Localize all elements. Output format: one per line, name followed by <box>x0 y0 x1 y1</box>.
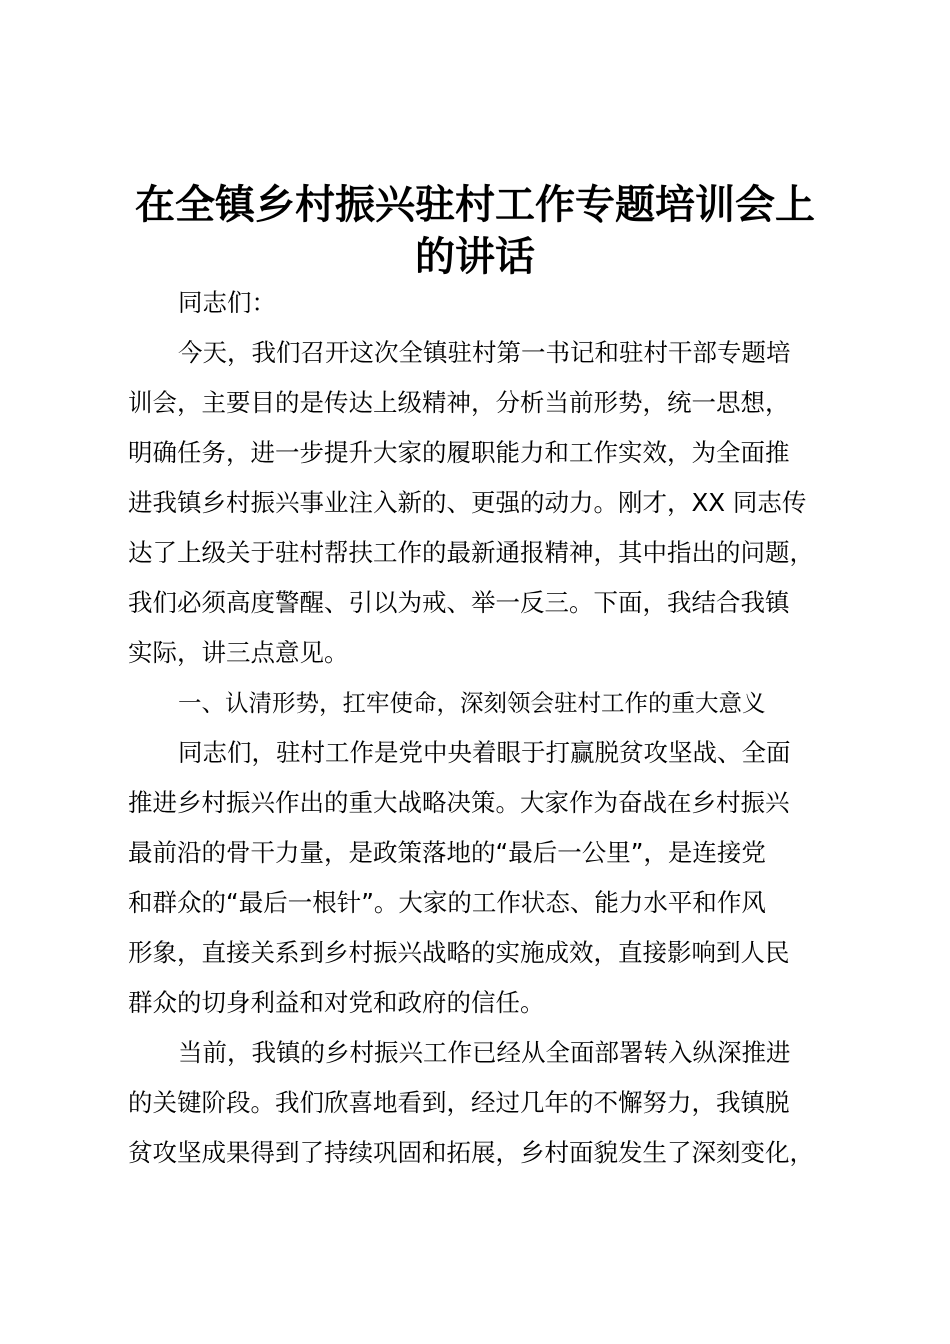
paragraph-line: 群众的切身利益和对党和政府的信任。 <box>128 988 545 1017</box>
paragraph-line: 贫攻坚成果得到了持续巩固和拓展，乡村面貌发生了深刻变化， <box>128 1138 814 1167</box>
paragraph-line: 形象，直接关系到乡村振兴战略的实施成效，直接影响到人民 <box>128 938 790 967</box>
paragraph-line: 达了上级关于驻村帮扶工作的最新通报精神，其中指出的问题， <box>128 538 814 567</box>
paragraph-line: 进我镇乡村振兴事业注入新的、更强的动力。刚才，XX 同志传 <box>128 488 807 517</box>
salutation: 同志们： <box>178 288 276 317</box>
paragraph-line: 最前沿的骨干力量，是政策落地的“最后一公里”，是连接党 <box>128 838 766 867</box>
paragraph-line: 今天，我们召开这次全镇驻村第一书记和驻村干部专题培 <box>178 338 791 367</box>
document-title-line-2: 的讲话 <box>415 233 535 280</box>
paragraph-line: 当前，我镇的乡村振兴工作已经从全面部署转入纵深推进 <box>178 1038 791 1067</box>
paragraph-line: 的关键阶段。我们欣喜地看到，经过几年的不懈努力，我镇脱 <box>128 1088 790 1117</box>
paragraph-line: 训会，主要目的是传达上级精神，分析当前形势，统一思想， <box>128 388 790 417</box>
section-heading: 一、认清形势，扛牢使命，深刻领会驻村工作的重大意义 <box>178 689 766 717</box>
paragraph-line: 实际，讲三点意见。 <box>128 638 349 667</box>
paragraph-line: 我们必须高度警醒、引以为戒、举一反三。下面，我结合我镇 <box>128 588 790 617</box>
paragraph-line: 和群众的“最后一根针”。大家的工作状态、能力水平和作风 <box>128 888 766 917</box>
paragraph-line: 明确任务，进一步提升大家的履职能力和工作实效，为全面推 <box>128 438 790 467</box>
paragraph-line: 推进乡村振兴作出的重大战略决策。大家作为奋战在乡村振兴 <box>128 788 790 817</box>
paragraph-line: 同志们，驻村工作是党中央着眼于打赢脱贫攻坚战、全面 <box>178 738 791 767</box>
document-title-line-1: 在全镇乡村振兴驻村工作专题培训会上 <box>135 181 815 228</box>
